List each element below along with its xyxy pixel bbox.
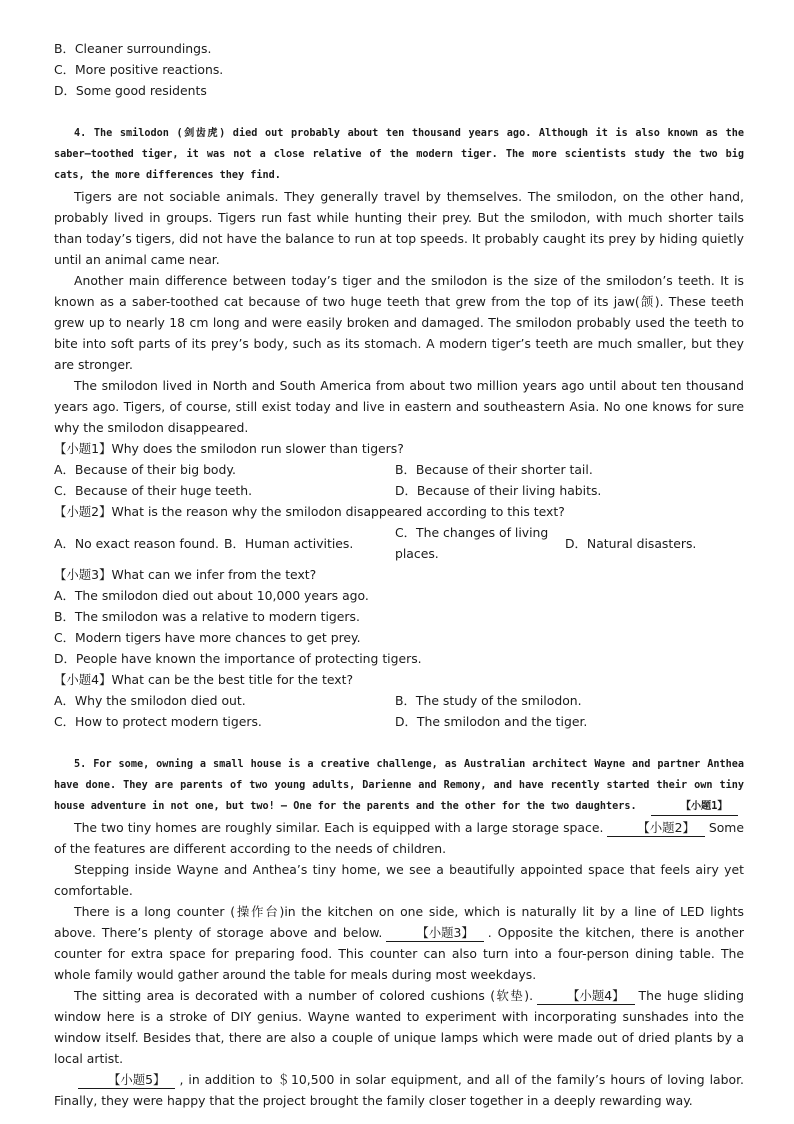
prev-option-d: D．Some good residents [54, 83, 207, 98]
question-2-option-b[interactable]: B．Human activities. [224, 535, 354, 551]
passage5-p3b: . Opposite the kitchen, there is another counter for extra space for preparing food. This counter can also turn into a four-person dining table. The whole family would gather around the table for meals during most weekdays. [54, 925, 744, 982]
passage5-paragraph-1 [54, 817, 744, 859]
passage5-p4a: The sitting area is decorated with a number of colored cushions (软垫). [74, 988, 534, 1003]
question-1-options-row-1 [54, 459, 744, 480]
answer-blank-4[interactable]: 【小题4】 [537, 988, 634, 1005]
question-1-stem: 【小题1】Why does the smilodon run slower than tigers? [54, 441, 404, 456]
passage5-paragraph-5 [54, 1069, 744, 1111]
passage5-paragraph-2: Stepping inside Wayne and Anthea’s tiny home, we see a beautifully appointed space that feels airy yet comfortable. [54, 862, 744, 898]
question-2-stem: 【小题2】What is the reason why the smilodon disappeared according to this text? [54, 504, 565, 519]
passage5-p1b: Some of the features are different according to the needs of children. [54, 820, 744, 856]
passage5-paragraph-3 [54, 901, 744, 985]
passage5-p5: , in addition to ＄10,500 in solar equipment, and all of the family’s hours of loving labor. Finally, they were happy that the project brought the family closer together in a deeply rewarding way. [54, 1072, 744, 1108]
question-1-option-a[interactable]: A．Because of their big body. [54, 462, 236, 477]
question-4-option-c[interactable]: C．How to protect modern tigers. [54, 714, 262, 729]
document-page [54, 38, 744, 1111]
passage5-p3a: There is a long counter (操作台)in the kitchen on one side, which is naturally lit by a line of LED lights above. There’s plenty of storage above and below. [54, 904, 744, 940]
question-4-options-row-2 [54, 711, 744, 732]
passage5-intro [54, 754, 744, 817]
passage4-paragraph-2: Another main difference between today’s tiger and the smilodon is the size of the smilodon’s teeth. It is known as a saber-toothed cat because of two huge teeth that grew from the top of its jaw(颌). These teeth grew up to nearly 18 cm long and were easily broken and damaged. The smilodon probably used the teeth to bite into soft parts of its prey’s body, such as its stomach. A modern tiger’s teeth are much smaller, but they are stronger. [54, 273, 744, 372]
passage5-p4b: The huge sliding window here is a stroke of DIY genius. Wayne wanted to experiment with incorporating sunshades into the window itself. Besides that, there are also a couple of unique lamps which were made out of dried plants by a local artist. [54, 988, 744, 1066]
question-2-option-d[interactable]: D．Natural disasters. [565, 535, 697, 551]
prev-option-c: C．More positive reactions. [54, 62, 224, 77]
question-4-option-d[interactable]: D．The smilodon and the tiger. [395, 714, 588, 729]
question-3-option-c[interactable]: C．Modern tigers have more chances to get prey. [54, 630, 361, 645]
question-4-option-b[interactable]: B．The study of the smilodon. [395, 693, 582, 708]
prev-option-b: B．Cleaner surroundings. [54, 41, 212, 56]
question-1-options-row-2 [54, 480, 744, 501]
answer-blank-5[interactable]: 【小题5】 [78, 1072, 175, 1089]
question-3-option-d[interactable]: D．People have known the importance of protecting tigers. [54, 651, 422, 666]
answer-blank-2[interactable]: 【小题2】 [607, 820, 704, 837]
question-3-stem: 【小题3】What can we infer from the text? [54, 567, 317, 582]
answer-blank-3[interactable]: 【小题3】 [386, 925, 483, 942]
question-3-option-b[interactable]: B．The smilodon was a relative to modern tigers. [54, 609, 360, 624]
question-3-option-a[interactable]: A．The smilodon died out about 10,000 years ago. [54, 588, 369, 603]
question-1-option-d[interactable]: D．Because of their living habits. [395, 483, 602, 498]
passage5-paragraph-4 [54, 985, 744, 1069]
question-2-options [54, 522, 744, 564]
passage5-intro-text: 5. For some, owning a small house is a creative challenge, as Australian architect Wayne and partner Anthea have done. They are parents of two young adults, Darienne and Remony, and have recently started their own tiny house adventure in not one, but two! — One for the parents and the other for the two daughters. [54, 759, 744, 812]
question-4-options-row-1 [54, 690, 744, 711]
question-1-option-c[interactable]: C．Because of their huge teeth. [54, 483, 253, 498]
passage4-intro: 4. The smilodon (剑齿虎) died out probably about ten thousand years ago. Although it is also known as the saber—toothed tiger, it was not a close relative of the modern tiger. The more scientists study the two big cats, the more differences they find. [54, 128, 744, 181]
passage4-paragraph-3: The smilodon lived in North and South America from about two million years ago until about ten thousand years ago. Tigers, of course, still exist today and live in eastern and southeastern Asia. No one knows for sure why the smilodon disappeared. [54, 378, 744, 435]
question-4-option-a[interactable]: A．Why the smilodon died out. [54, 693, 246, 708]
question-2-option-a[interactable]: A．No exact reason found. [54, 535, 219, 551]
passage4-paragraph-1: Tigers are not sociable animals. They generally travel by themselves. The smilodon, on the other hand, probably lived in groups. Tigers run fast while hunting their prey. But the smilodon, with much shorter tails than today’s tigers, did not have the balance to run at top speeds. It probably caught its prey by hiding quietly until an animal came near. [54, 189, 744, 267]
question-2-option-c[interactable]: C．The changes of living places. [395, 525, 549, 561]
question-1-option-b[interactable]: B．Because of their shorter tail. [395, 462, 593, 477]
passage5-p1a: The two tiny homes are roughly similar. Each is equipped with a large storage space. [74, 820, 604, 835]
answer-blank-1[interactable]: 【小题1】 [651, 799, 738, 816]
question-4-stem: 【小题4】What can be the best title for the text? [54, 672, 354, 687]
